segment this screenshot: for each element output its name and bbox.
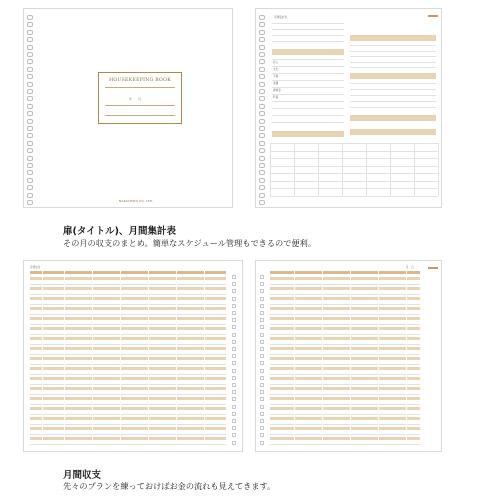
summary-label: 支出 bbox=[273, 68, 279, 71]
ledger-row bbox=[30, 337, 226, 340]
binding-hole bbox=[259, 126, 265, 131]
ledger-row-line bbox=[30, 294, 226, 295]
ledger-binding-hole bbox=[260, 426, 264, 430]
ledger-row bbox=[270, 307, 420, 310]
ledger-row-line bbox=[30, 354, 226, 355]
calendar-column-line bbox=[270, 143, 271, 196]
ledger-row bbox=[30, 327, 226, 330]
ledger-binding-hole bbox=[232, 433, 236, 437]
ledger-binding-hole bbox=[260, 383, 264, 387]
summary-line bbox=[350, 101, 436, 102]
ledger-binding-hole bbox=[260, 297, 264, 301]
ledger-row bbox=[30, 427, 226, 430]
calendar-row-line bbox=[270, 173, 438, 174]
binding-hole bbox=[259, 37, 265, 42]
ledger-binding-hole bbox=[260, 441, 264, 445]
ledger-column-line bbox=[92, 271, 93, 443]
ledger-row bbox=[30, 357, 226, 360]
ledger-row-line bbox=[270, 424, 420, 425]
binding-hole bbox=[27, 163, 33, 168]
ledger-row-line bbox=[270, 394, 420, 395]
ledger-binding-hole bbox=[260, 412, 264, 416]
ledger-page-right bbox=[255, 260, 442, 452]
ledger-column-line bbox=[64, 271, 65, 443]
binding-hole bbox=[27, 37, 33, 42]
ledger-row-line bbox=[270, 314, 420, 315]
ledger-column-line bbox=[406, 271, 407, 443]
ledger-row-line bbox=[30, 324, 226, 325]
binding-hole bbox=[27, 126, 33, 131]
summary-heading: 月間集計表 bbox=[274, 16, 287, 19]
summary-right-bar bbox=[350, 115, 436, 121]
summary-line bbox=[350, 51, 436, 52]
calendar-column-line bbox=[342, 143, 343, 196]
summary-line bbox=[272, 80, 344, 81]
ledger-row bbox=[270, 437, 420, 440]
calendar-row-line bbox=[270, 181, 438, 182]
binding-hole bbox=[259, 133, 265, 138]
binding-holes bbox=[259, 9, 269, 207]
ledger-header-bar bbox=[270, 271, 420, 274]
summary-accent-tab bbox=[428, 15, 438, 17]
ledger-row-line bbox=[30, 434, 226, 435]
summary-label: 予算 bbox=[273, 75, 279, 78]
ledger-row-line bbox=[30, 444, 226, 445]
calendar-column-line bbox=[414, 143, 415, 196]
ledger-row bbox=[270, 327, 420, 330]
summary-line bbox=[272, 115, 344, 116]
summary-line bbox=[272, 29, 344, 30]
caption-subtitle-2: 先々のプランを練っておけばお金の流れも見えてきます。 bbox=[63, 481, 276, 491]
ledger-row-line bbox=[270, 444, 420, 445]
ledger-row bbox=[270, 397, 420, 400]
binding-hole bbox=[27, 119, 33, 124]
binding-hole bbox=[259, 200, 265, 205]
calendar-row-line bbox=[270, 188, 438, 189]
binding-hole bbox=[27, 156, 33, 161]
binding-hole bbox=[259, 111, 265, 116]
binding-hole bbox=[27, 59, 33, 64]
binding-hole bbox=[27, 170, 33, 175]
ledger-column-line bbox=[42, 271, 43, 443]
summary-line bbox=[350, 83, 436, 84]
ledger-row-line bbox=[270, 324, 420, 325]
ledger-binding-hole bbox=[232, 347, 236, 351]
ledger-binding-hole bbox=[260, 405, 264, 409]
ledger-binding-hole bbox=[260, 325, 264, 329]
ledger-row-line bbox=[270, 364, 420, 365]
ledger-binding-hole bbox=[260, 361, 264, 365]
ledger-row bbox=[30, 367, 226, 370]
ledger-row-line bbox=[30, 344, 226, 345]
binding-hole bbox=[27, 193, 33, 198]
ledger-row-line bbox=[270, 354, 420, 355]
ledger-row-line bbox=[270, 304, 420, 305]
cover-rule bbox=[105, 105, 175, 106]
ledger-binding-hole bbox=[232, 441, 236, 445]
ledger-column-line bbox=[148, 271, 149, 443]
summary-line bbox=[272, 35, 344, 36]
summary-line bbox=[350, 45, 436, 46]
ledger-row-line bbox=[270, 404, 420, 405]
ledger-binding-hole bbox=[260, 433, 264, 437]
ledger-row-line bbox=[270, 334, 420, 335]
calendar-row-line bbox=[270, 158, 438, 159]
binding-hole bbox=[259, 59, 265, 64]
ledger-row-line bbox=[30, 384, 226, 385]
calendar-column-line bbox=[294, 143, 295, 196]
ledger-binding-hole bbox=[260, 289, 264, 293]
caption-title-2: 月間収支 bbox=[63, 470, 102, 481]
caption-subtitle-1: その月の収支のまとめ。簡単なスケジュール管理もできるので便利。 bbox=[63, 238, 316, 248]
binding-hole bbox=[27, 148, 33, 153]
binding-hole bbox=[259, 15, 265, 20]
ledger-row-line bbox=[30, 404, 226, 405]
binding-hole bbox=[259, 82, 265, 87]
ledger-row-line bbox=[30, 284, 226, 285]
binding-hole bbox=[259, 45, 265, 50]
summary-line bbox=[272, 41, 344, 42]
summary-line bbox=[272, 94, 344, 95]
ledger-accent-tab bbox=[428, 267, 438, 269]
ledger-binding-hole bbox=[232, 383, 236, 387]
ledger-row bbox=[30, 437, 226, 440]
ledger-binding-hole bbox=[232, 325, 236, 329]
ledger-row bbox=[270, 367, 420, 370]
calendar-column-line bbox=[366, 143, 367, 196]
caption-title-1: 扉(タイトル)、月間集計表 bbox=[63, 226, 176, 237]
ledger-left-label: 月間収支 bbox=[30, 266, 41, 269]
summary-label: 収入 bbox=[273, 61, 279, 64]
summary-line bbox=[350, 62, 436, 63]
ledger-row bbox=[270, 297, 420, 300]
summary-label: 貯蓄 bbox=[273, 96, 279, 99]
ledger-column-line bbox=[176, 271, 177, 443]
summary-line bbox=[272, 73, 344, 74]
ledger-right-label: 月 日 bbox=[406, 266, 414, 269]
summary-line bbox=[272, 59, 344, 60]
ledger-binding-hole bbox=[232, 289, 236, 293]
binding-hole bbox=[27, 67, 33, 72]
binding-hole bbox=[27, 74, 33, 79]
cover-rule bbox=[105, 115, 175, 116]
brand-name: NAKAYOSHI CO.,LTD. bbox=[119, 199, 154, 203]
ledger-column-line bbox=[294, 271, 295, 443]
ledger-binding-hole bbox=[260, 304, 264, 308]
ledger-binding-hole bbox=[232, 376, 236, 380]
ledger-binding-hole bbox=[260, 311, 264, 315]
binding-hole bbox=[259, 185, 265, 190]
binding-hole bbox=[259, 156, 265, 161]
binding-holes bbox=[27, 9, 37, 207]
summary-line bbox=[272, 23, 344, 24]
binding-hole bbox=[259, 22, 265, 27]
ledger-binding-hole bbox=[232, 304, 236, 308]
ledger-binding-hole bbox=[232, 333, 236, 337]
ledger-binding-hole bbox=[232, 354, 236, 358]
ledger-binding-hole bbox=[260, 376, 264, 380]
ledger-binding-hole bbox=[260, 354, 264, 358]
ledger-row-line bbox=[30, 424, 226, 425]
ledger-binding-hole bbox=[232, 361, 236, 365]
ledger-row bbox=[270, 277, 420, 280]
ledger-row bbox=[30, 347, 226, 350]
ledger-binding-hole bbox=[260, 275, 264, 279]
ledger-binding-hole bbox=[232, 390, 236, 394]
binding-hole bbox=[259, 163, 265, 168]
calendar-row-line bbox=[270, 166, 438, 167]
ledger-row bbox=[270, 427, 420, 430]
binding-hole bbox=[259, 193, 265, 198]
summary-right-bar bbox=[350, 129, 436, 135]
binding-hole bbox=[27, 141, 33, 146]
ledger-row bbox=[30, 397, 226, 400]
summary-line bbox=[272, 66, 344, 67]
ledger-binding-hole bbox=[260, 333, 264, 337]
calendar-column-line bbox=[318, 143, 319, 196]
ledger-row-line bbox=[270, 434, 420, 435]
ledger-column-line bbox=[322, 271, 323, 443]
binding-hole bbox=[27, 45, 33, 50]
ledger-row-line bbox=[30, 374, 226, 375]
ledger-binding-hole bbox=[260, 419, 264, 423]
ledger-binding-hole bbox=[260, 347, 264, 351]
binding-hole bbox=[27, 111, 33, 116]
summary-line bbox=[272, 108, 344, 109]
ledger-binding-hole bbox=[232, 318, 236, 322]
binding-hole bbox=[259, 30, 265, 35]
ledger-row-line bbox=[270, 384, 420, 385]
summary-line bbox=[350, 56, 436, 57]
summary-page bbox=[255, 8, 442, 208]
binding-hole bbox=[259, 67, 265, 72]
binding-hole bbox=[259, 52, 265, 57]
ledger-row bbox=[270, 387, 420, 390]
ledger-header-bar bbox=[30, 271, 226, 274]
calendar-column-line bbox=[390, 143, 391, 196]
ledger-column-line bbox=[204, 271, 205, 443]
ledger-binding-hole bbox=[232, 419, 236, 423]
ledger-binding-hole bbox=[260, 282, 264, 286]
ledger-page-left bbox=[23, 260, 243, 452]
ledger-binding-hole bbox=[260, 397, 264, 401]
binding-hole bbox=[27, 200, 33, 205]
ledger-row bbox=[30, 377, 226, 380]
ledger-row-line bbox=[30, 394, 226, 395]
ledger-row bbox=[30, 317, 226, 320]
binding-hole bbox=[27, 104, 33, 109]
ledger-row-line bbox=[30, 414, 226, 415]
binding-hole bbox=[259, 170, 265, 175]
ledger-row bbox=[270, 317, 420, 320]
ledger-row bbox=[30, 287, 226, 290]
ledger-row bbox=[270, 287, 420, 290]
ledger-row-line bbox=[270, 294, 420, 295]
binding-hole bbox=[27, 89, 33, 94]
ledger-row bbox=[270, 407, 420, 410]
summary-label: 差額 bbox=[273, 82, 279, 85]
binding-hole bbox=[27, 178, 33, 183]
ledger-binding-hole bbox=[232, 397, 236, 401]
ledger-row-line bbox=[30, 364, 226, 365]
summary-line bbox=[350, 95, 436, 96]
summary-line bbox=[272, 101, 344, 102]
summary-header-bar bbox=[272, 49, 344, 55]
ledger-binding-hole bbox=[232, 369, 236, 373]
ledger-binding-hole bbox=[232, 297, 236, 301]
binding-hole bbox=[259, 119, 265, 124]
ledger-row-line bbox=[270, 284, 420, 285]
binding-hole bbox=[27, 133, 33, 138]
ledger-row-line bbox=[270, 414, 420, 415]
cover-rule bbox=[105, 87, 175, 88]
ledger-column-line bbox=[350, 271, 351, 443]
binding-hole bbox=[27, 185, 33, 190]
summary-line bbox=[272, 122, 344, 123]
summary-line bbox=[272, 87, 344, 88]
ledger-binding-hole bbox=[232, 340, 236, 344]
binding-hole bbox=[259, 104, 265, 109]
ledger-column-line bbox=[120, 271, 121, 443]
calendar-row-line bbox=[270, 151, 438, 152]
ledger-binding-hole bbox=[232, 405, 236, 409]
summary-label: 繰越金 bbox=[273, 89, 281, 92]
calendar-row-line bbox=[270, 143, 438, 144]
summary-line bbox=[350, 67, 436, 68]
ledger-row bbox=[30, 417, 226, 420]
binding-hole bbox=[27, 22, 33, 27]
ledger-row bbox=[270, 357, 420, 360]
ledger-row-line bbox=[30, 304, 226, 305]
summary-right-bar bbox=[350, 35, 436, 41]
ledger-row-line bbox=[30, 314, 226, 315]
ledger-binding-hole bbox=[260, 369, 264, 373]
binding-hole bbox=[259, 89, 265, 94]
ledger-binding-hole bbox=[232, 412, 236, 416]
binding-hole bbox=[27, 82, 33, 87]
binding-hole bbox=[27, 30, 33, 35]
ledger-row bbox=[30, 277, 226, 280]
ledger-binding-hole bbox=[232, 275, 236, 279]
binding-hole bbox=[27, 52, 33, 57]
binding-hole bbox=[27, 15, 33, 20]
ledger-binding-hole bbox=[232, 311, 236, 315]
ledger-column-line bbox=[378, 271, 379, 443]
summary-total-bar bbox=[272, 131, 344, 137]
ledger-binding-hole bbox=[232, 282, 236, 286]
summary-right-bar bbox=[350, 73, 436, 79]
binding-hole bbox=[259, 148, 265, 153]
ledger-row bbox=[270, 417, 420, 420]
binding-hole bbox=[259, 74, 265, 79]
calendar-column-line bbox=[438, 143, 439, 196]
ledger-row bbox=[30, 297, 226, 300]
ledger-row bbox=[270, 337, 420, 340]
ledger-row-line bbox=[270, 344, 420, 345]
summary-line bbox=[350, 107, 436, 108]
cover-title-box bbox=[98, 72, 182, 124]
ledger-row bbox=[30, 407, 226, 410]
ledger-row-line bbox=[270, 374, 420, 375]
calendar-row-line bbox=[270, 196, 438, 197]
summary-line bbox=[350, 89, 436, 90]
ledger-row-line bbox=[30, 334, 226, 335]
ledger-row bbox=[270, 377, 420, 380]
cover-month-label: 年 月 bbox=[129, 97, 142, 101]
binding-hole bbox=[259, 178, 265, 183]
ledger-binding-hole bbox=[260, 390, 264, 394]
cover-title: HOUSEKEEPING BOOK bbox=[109, 78, 171, 83]
ledger-row bbox=[270, 347, 420, 350]
ledger-row bbox=[30, 307, 226, 310]
cover-page bbox=[23, 8, 233, 208]
ledger-binding-hole bbox=[260, 340, 264, 344]
ledger-binding-hole bbox=[232, 426, 236, 430]
binding-hole bbox=[27, 96, 33, 101]
ledger-row bbox=[30, 387, 226, 390]
binding-hole bbox=[259, 96, 265, 101]
binding-hole bbox=[259, 141, 265, 146]
ledger-binding-hole bbox=[260, 318, 264, 322]
